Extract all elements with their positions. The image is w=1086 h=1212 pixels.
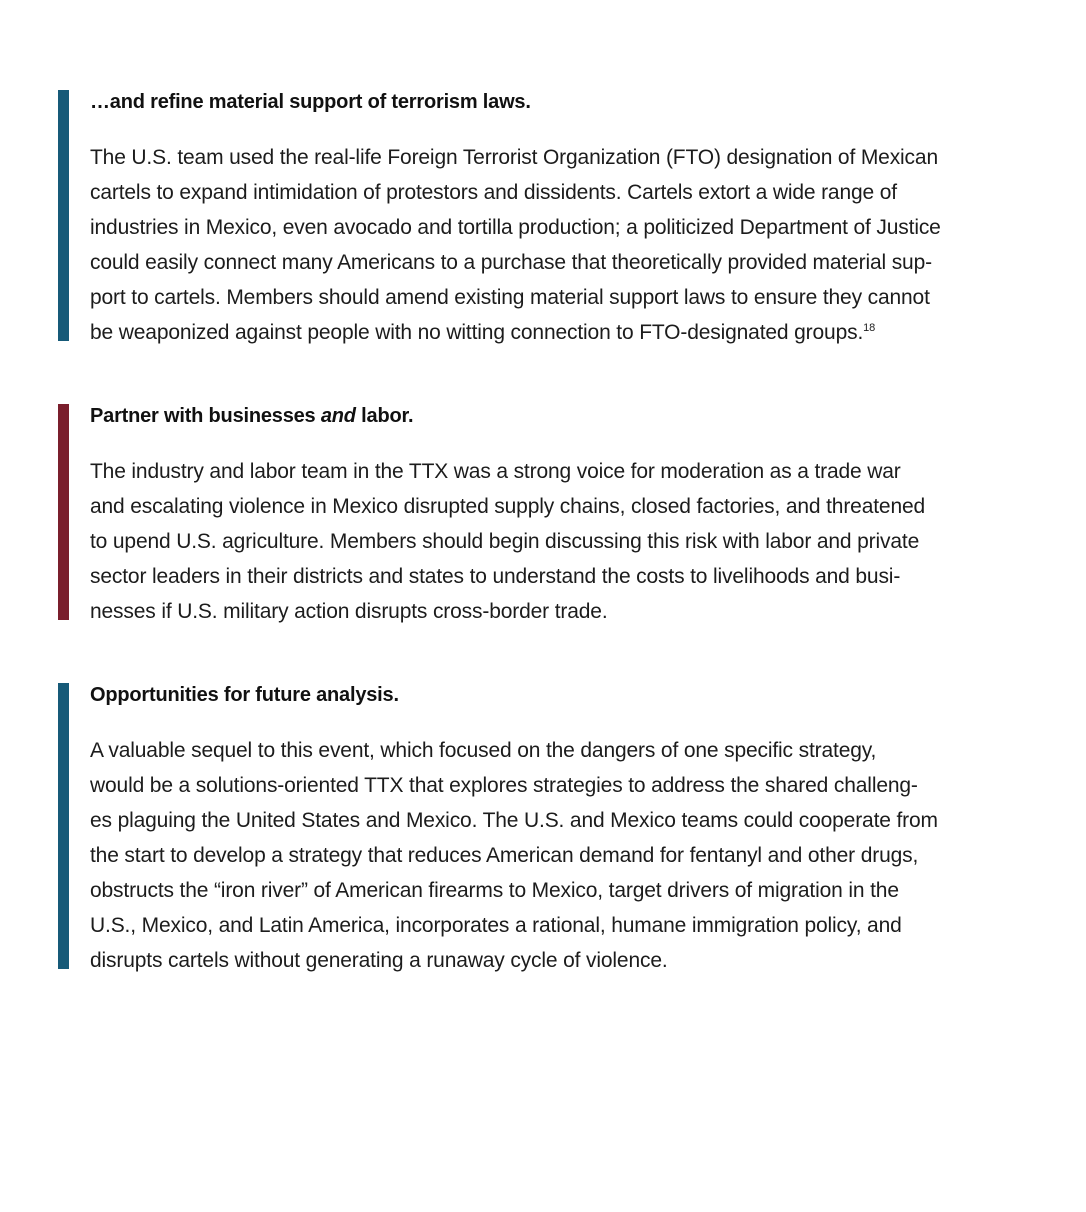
callout-material-support [58, 90, 1018, 344]
section-heading: …and refine material support of terrorism laws. [90, 91, 531, 113]
section-heading: Opportunities for future analysis. [90, 684, 399, 706]
section-body: The U.S. team used the real-life Foreign Terrorist Organization (FTO) designation of Mexican cartels to expand intimidation of protestors and dissidents. Cartels extort a wide range of industries in Mexico, even avocado and tortilla production; a politicized Department of Justice could easily connect many Americans to a purchase that theoretically provided material sup- port to cartels. Members should amend existing material support laws to ensure they cannot be weaponized against people with no witting connection to FTO-designated groups.$^{18}$ [90, 146, 941, 344]
accent-bar-red [58, 404, 69, 620]
section-body: The industry and labor team in the TTX was a strong voice for moderation as a trade war and escalating violence in Mexico disrupted supply chains, closed factories, and threatened to upend U.S. agriculture. Members should begin discussing this risk with labor and private sector leaders in their districts and states to understand the costs to livelihoods and busi- nesses if U.S. military action disrupts cross-border trade. [90, 460, 926, 623]
footnote-ref[interactable]: 18 [863, 322, 876, 334]
callout-future-analysis [58, 683, 1018, 972]
accent-bar-blue [58, 90, 69, 341]
section-heading: Partner with businesses and labor. [90, 405, 414, 427]
section-body: A valuable sequel to this event, which focused on the dangers of one specific strategy, would be a solutions-oriented TTX that explores strategies to address the shared challeng- es plaguing the United States and Mexico. The U.S. and Mexico teams could cooperate from the start to develop a strategy that reduces American demand for fentanyl and other drugs, obstructs the “iron river” of American firearms to Mexico, target drivers of migration in the U.S., Mexico, and Latin America, incorporates a rational, humane immigration policy, and disrupts cartels without generating a runaway cycle of violence. [90, 739, 938, 972]
callout-business-labor [58, 404, 1018, 623]
accent-bar-blue [58, 683, 69, 969]
